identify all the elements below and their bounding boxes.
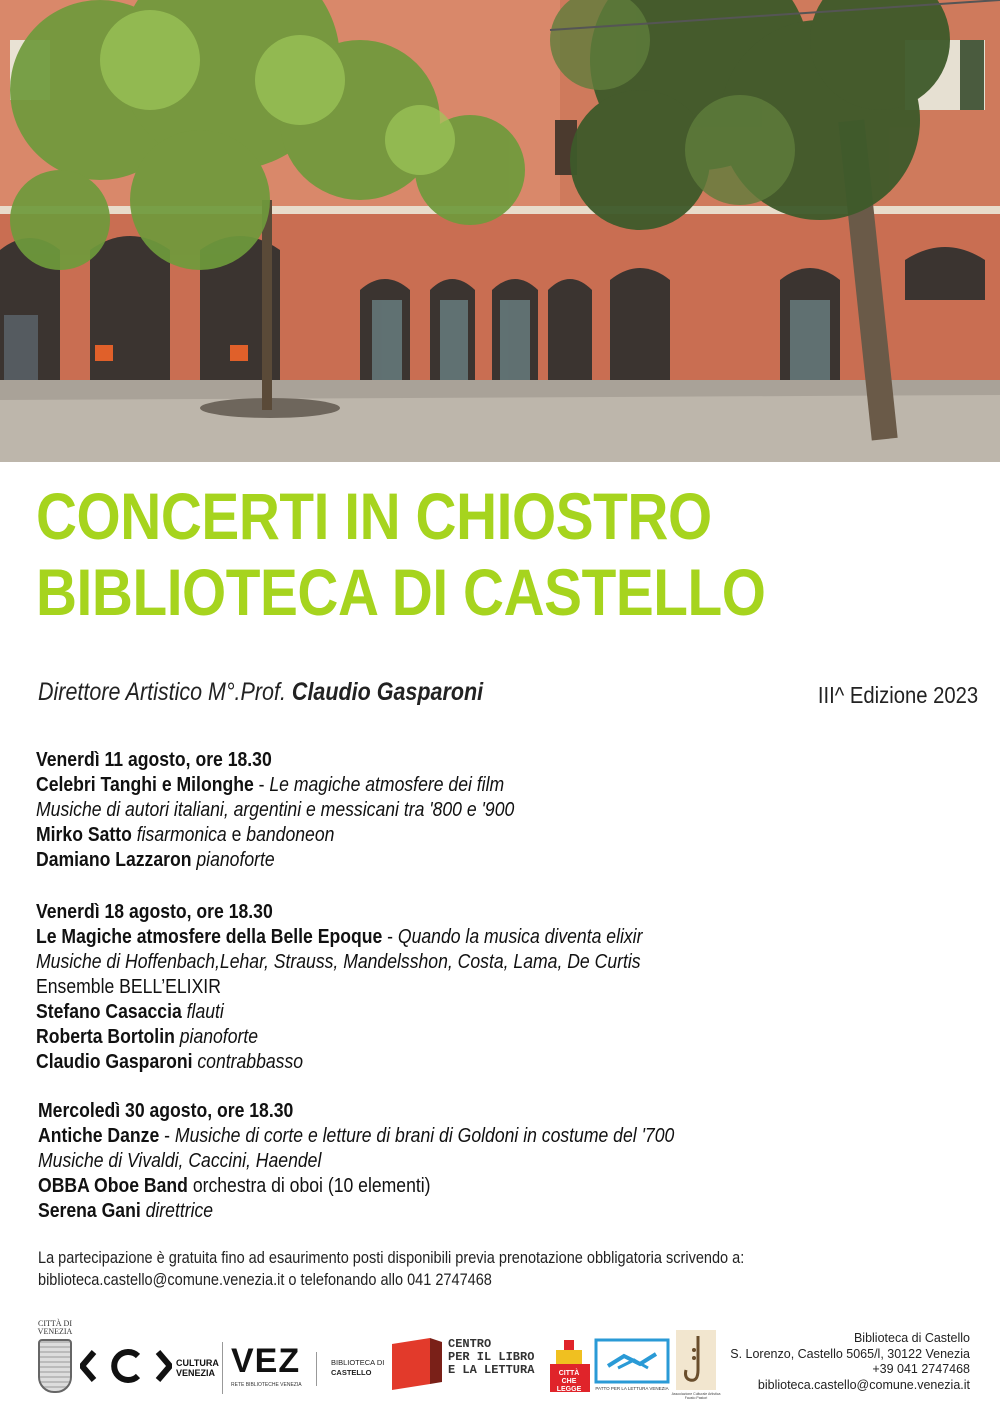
event-program: Musiche di autori italiani, argentini e messicani tra '800 e '900 bbox=[36, 799, 515, 821]
performer-role: direttrice bbox=[145, 1200, 214, 1222]
associazione-label: Associazione Culturale Artistica Fausto Pastori bbox=[671, 1392, 721, 1400]
notice-line-1: La partecipazione è gratuita fino ad esaurimento posti disponibili previa prenotazione obbligatoria scrivendo a: bbox=[38, 1249, 745, 1267]
saxophone-icon bbox=[676, 1330, 716, 1390]
performer-role: flauti bbox=[186, 1001, 224, 1023]
performer-role: contrabbasso bbox=[197, 1051, 304, 1073]
contact-email: biblioteca.castello@comune.venezia.it bbox=[757, 1377, 970, 1392]
event-separator: - bbox=[159, 1125, 175, 1147]
performer-name: Roberta Bortolin bbox=[36, 1026, 175, 1048]
centro-book-icon bbox=[390, 1336, 444, 1392]
patto-label: PATTO PER LA LETTURA VENEZIA bbox=[595, 1386, 669, 1391]
event-title-line bbox=[36, 773, 828, 798]
centro-libro-lettura-logo bbox=[390, 1336, 540, 1394]
performer-name: OBBA Oboe Band bbox=[38, 1175, 188, 1197]
event-subtitle: Musiche di corte e letture di brani di Goldoni in costume del '700 bbox=[174, 1125, 675, 1147]
performer-role: fisarmonica bbox=[136, 824, 227, 846]
performer-name: Claudio Gasparoni bbox=[36, 1051, 193, 1073]
event-2 bbox=[36, 900, 828, 1075]
centro-line-2: PER IL LIBRO bbox=[448, 1350, 535, 1364]
performer-name: Damiano Lazzaron bbox=[36, 849, 192, 871]
performer bbox=[38, 1199, 830, 1224]
event-program: Musiche di Vivaldi, Caccini, Haendel bbox=[38, 1150, 322, 1172]
vez-subtitle: RETE BIBLIOTECHE VENEZIA bbox=[231, 1382, 302, 1388]
event-subtitle: Quando la musica diventa elixir bbox=[397, 926, 643, 948]
vez-logo bbox=[222, 1342, 312, 1394]
hero-photo bbox=[0, 0, 1000, 462]
event-title: Le Magiche atmosfere della Belle Epoque bbox=[36, 926, 383, 948]
event-separator: - bbox=[253, 774, 270, 796]
castello-label: CASTELLO bbox=[331, 1368, 372, 1377]
patto-lettura-logo bbox=[594, 1338, 670, 1396]
performer-role-joiner: e bbox=[226, 824, 247, 846]
director-name: Claudio Gasparoni bbox=[291, 678, 484, 706]
event-title-line bbox=[36, 925, 828, 950]
event-date: Mercoledì 30 agosto, ore 18.30 bbox=[38, 1100, 294, 1122]
centro-line-1: CENTRO bbox=[448, 1337, 492, 1351]
che-legge-label: CHE LEGGE bbox=[556, 1378, 582, 1393]
performer bbox=[36, 848, 828, 873]
director-prefix: Direttore Artistico M°.Prof. bbox=[38, 678, 292, 706]
vez-wordmark: VEZ bbox=[231, 1342, 301, 1380]
event-3 bbox=[38, 1099, 830, 1224]
performer-name: Serena Gani bbox=[38, 1200, 141, 1222]
cultura-venezia-icon bbox=[80, 1346, 172, 1386]
performer bbox=[36, 823, 828, 848]
performer-name: Stefano Casaccia bbox=[36, 1001, 182, 1023]
event-ensemble: Ensemble BELL’ELIXIR bbox=[36, 976, 221, 998]
event-subtitle: Le magiche atmosfere dei film bbox=[269, 774, 505, 796]
performer bbox=[38, 1174, 830, 1199]
cultura-venezia-text bbox=[176, 1358, 219, 1378]
artistic-director bbox=[38, 678, 483, 707]
title-line-1: CONCERTI IN CHIOSTRO bbox=[36, 479, 712, 553]
venezia-crest-icon bbox=[38, 1339, 72, 1393]
performer-role: bandoneon bbox=[246, 824, 335, 846]
library-contact bbox=[730, 1331, 970, 1393]
cultura-venezia-logo bbox=[80, 1346, 220, 1390]
performer-role: pianoforte bbox=[196, 849, 275, 871]
cultura-label: CULTURA bbox=[176, 1358, 219, 1368]
contact-phone: +39 041 2747468 bbox=[872, 1362, 970, 1376]
venezia-label: VENEZIA bbox=[176, 1368, 216, 1378]
citta-che-legge-logo bbox=[550, 1340, 592, 1392]
poster-title bbox=[36, 478, 844, 630]
contact-address: S. Lorenzo, Castello 5065/l, 30122 Venezia bbox=[730, 1346, 970, 1361]
citta-di-venezia-logo bbox=[34, 1320, 76, 1400]
cloister-illustration bbox=[0, 0, 1000, 462]
event-title-line bbox=[38, 1124, 830, 1149]
biblioteca-label: BIBLIOTECA DI bbox=[331, 1358, 385, 1367]
notice-line-2: biblioteca.castello@comune.venezia.it o telefonando allo 041 2747468 bbox=[38, 1271, 492, 1289]
handshake-book-icon bbox=[594, 1338, 670, 1384]
edition-label: III^ Edizione 2023 bbox=[817, 682, 978, 708]
performer-role: pianoforte bbox=[179, 1026, 259, 1048]
event-title: Celebri Tanghi e Milonghe bbox=[36, 774, 254, 796]
event-date: Venerdì 11 agosto, ore 18.30 bbox=[36, 749, 272, 771]
event-program: Musiche di Hoffenbach,Lehar, Strauss, Mandelsshon, Costa, Lama, De Curtis bbox=[36, 951, 641, 973]
event-1 bbox=[36, 748, 828, 873]
centro-line-3: E LA LETTURA bbox=[448, 1363, 535, 1377]
contact-name: Biblioteca di Castello bbox=[853, 1331, 970, 1345]
citta-venezia-label: CITTÀ DI VENEZIA bbox=[37, 1319, 73, 1336]
performer-role: orchestra di oboi (10 elementi) bbox=[187, 1175, 431, 1197]
associazione-logo bbox=[671, 1330, 721, 1402]
booking-notice bbox=[38, 1247, 744, 1291]
performer bbox=[36, 1000, 828, 1025]
event-separator: - bbox=[382, 926, 398, 948]
performer bbox=[36, 1025, 828, 1050]
title-line-2: BIBLIOTECA DI CASTELLO bbox=[36, 555, 766, 629]
performer-name: Mirko Satto bbox=[36, 824, 132, 846]
citta-label: CITTÀ bbox=[558, 1370, 580, 1377]
biblioteca-castello-logo bbox=[316, 1352, 386, 1386]
event-title: Antiche Danze bbox=[38, 1125, 160, 1147]
event-date: Venerdì 18 agosto, ore 18.30 bbox=[36, 901, 273, 923]
performer bbox=[36, 1050, 828, 1075]
